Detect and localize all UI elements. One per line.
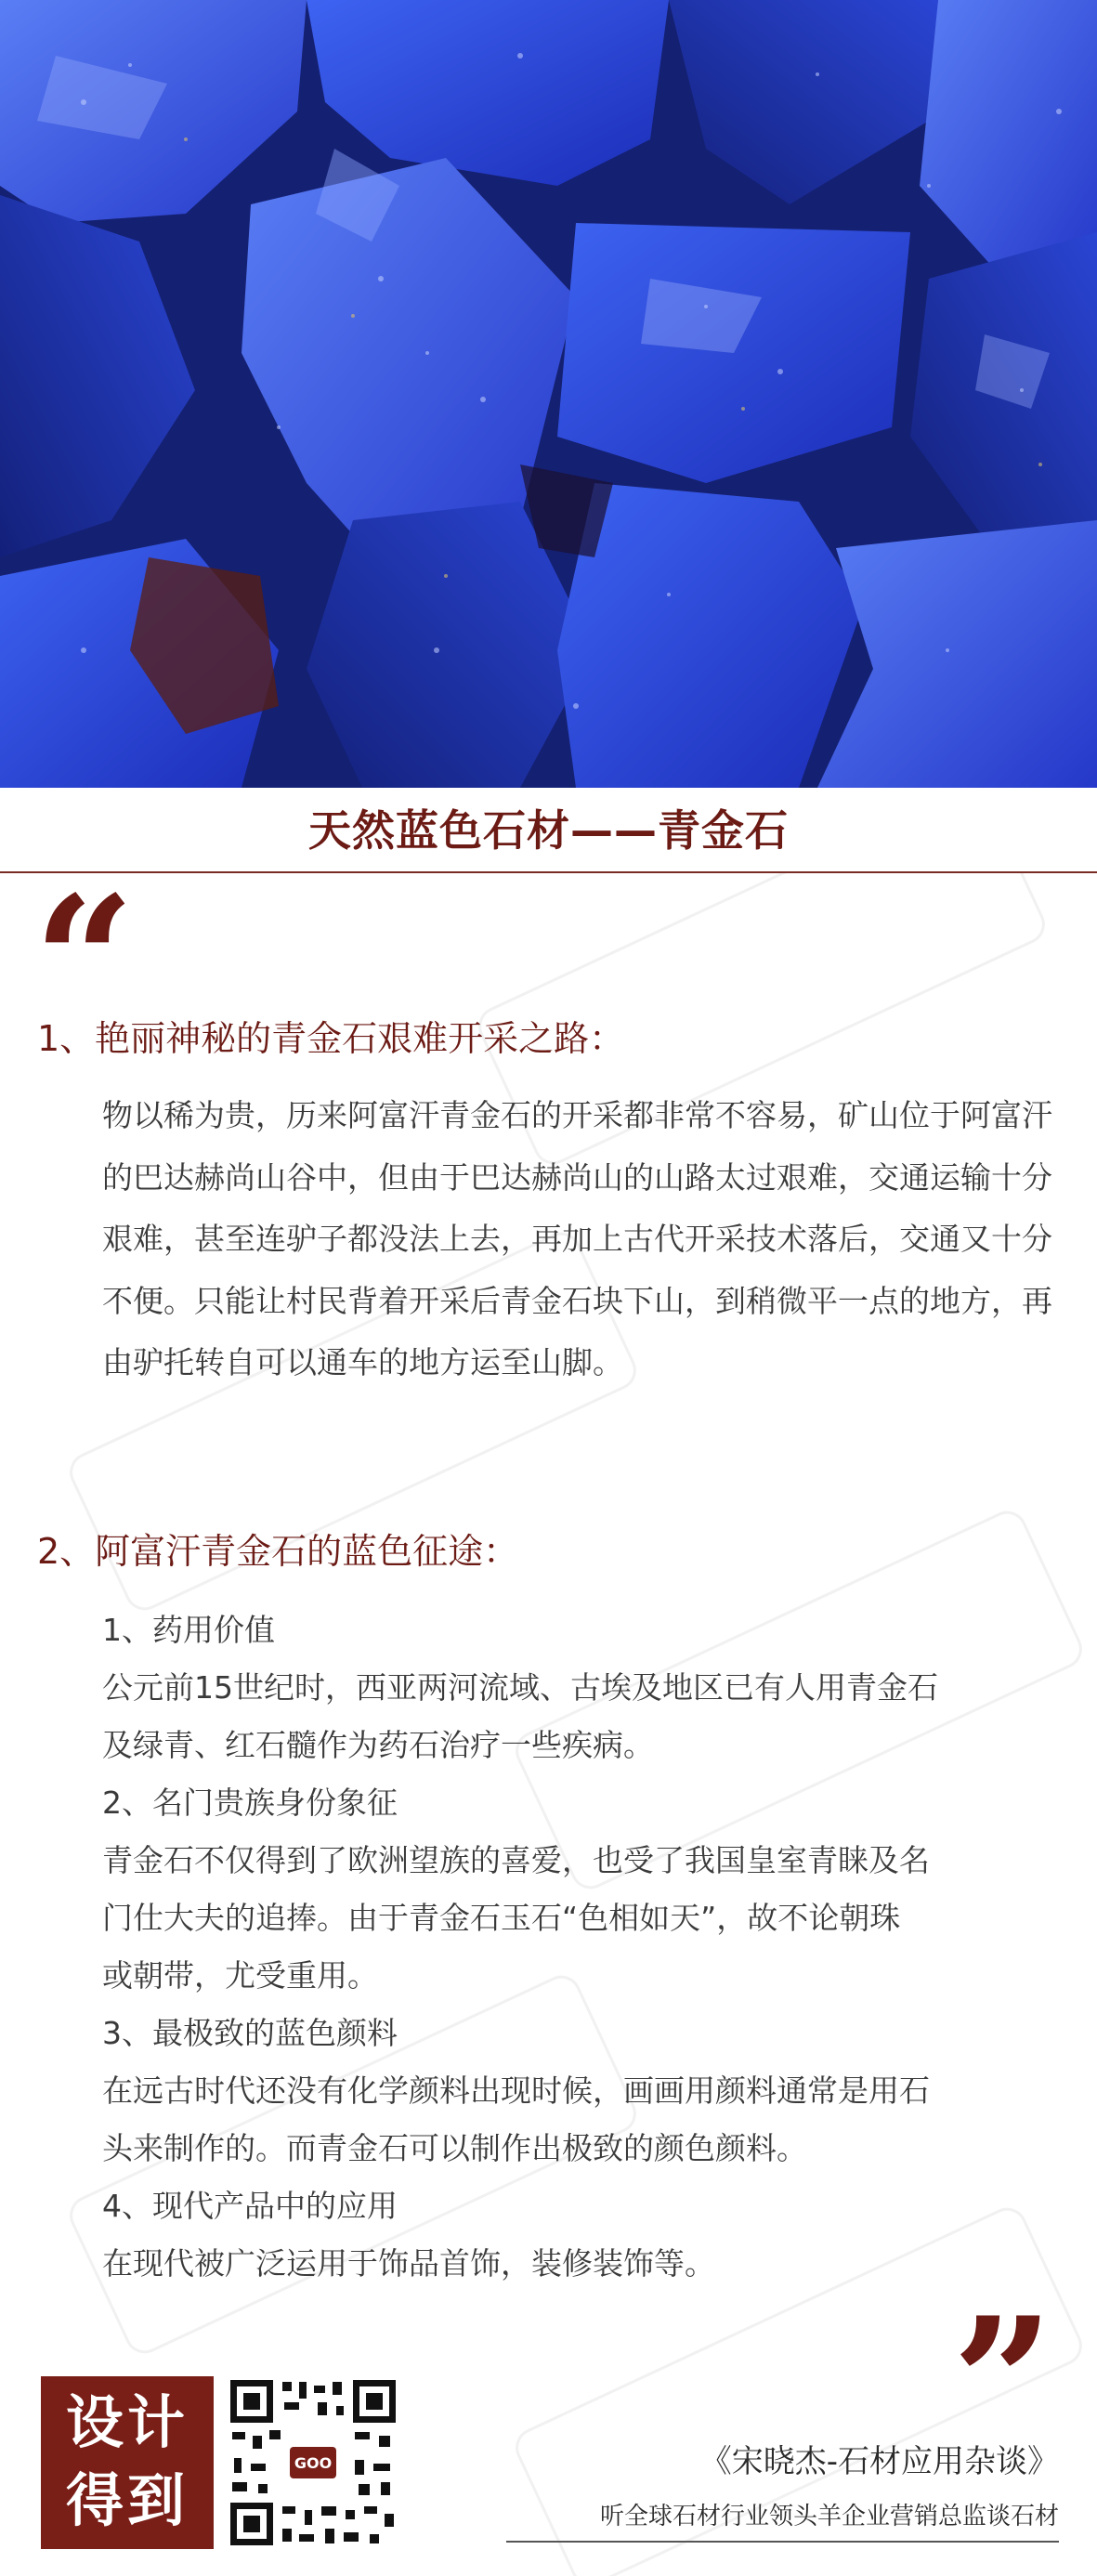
list-item-line: 头来制作的。而青金石可以制作出极致的颜色颜料。 <box>102 2130 807 2166</box>
brand-badge <box>41 2376 214 2549</box>
tagline: 听全球石材行业领头羊企业营销总监谈石材 <box>599 2503 1059 2530</box>
list-item-title: 1、药用价值 <box>102 1612 275 1648</box>
qr-code-graphic <box>225 2374 401 2551</box>
list-item-title: 3、最极致的蓝色颜料 <box>102 2015 398 2051</box>
list-item-line: 在远古时代还没有化学颜料出现时候，画画用颜料通常是用石 <box>102 2073 930 2109</box>
signature-divider <box>506 2541 1059 2543</box>
open-quote-icon: “ <box>33 873 136 985</box>
qr-center-label: GOO <box>294 2454 333 2472</box>
list-item-title: 2、名门贵族身份象征 <box>102 1785 398 1821</box>
badge-line1: 设计 <box>65 2388 189 2456</box>
section2-heading: 2、阿富汗青金石的蓝色征途： <box>37 1531 519 1572</box>
list-item-line: 公元前15世纪时，西亚两河流域、古埃及地区已有人用青金石 <box>102 1669 938 1706</box>
signature: 《宋晓杰-石材应用杂谈》 <box>699 2443 1059 2480</box>
list-item-title: 4、现代产品中的应用 <box>102 2188 398 2224</box>
list-item-line: 及绿青、红石髓作为药石治疗一些疾病。 <box>102 1727 654 1763</box>
list-item-line: 或朝带，尤受重用。 <box>102 1957 378 1994</box>
section1-paragraph: 物以稀为贵，历来阿富汗青金石的开采都非常不容易，矿山位于阿富汗的巴达赫尚山谷中，但由于巴达赫尚山的山路太过艰难，交通运输十分艰难，甚至连驴子都没法上去，再加上古代开采技术落后，交通又十分不便。只能让村民背着开采后青金石块下山，到稍微平一点的地方，再由驴托转自可以通车的地方运至山脚。 <box>102 1097 1052 1380</box>
section2-list <box>102 1602 1054 2293</box>
hero-photo <box>0 0 1097 788</box>
page-title: 天然蓝色石材——青金石 <box>308 805 789 856</box>
list-item-line: 门仕大夫的追捧。由于青金石玉石“色相如天”，故不论朝珠 <box>102 1900 901 1936</box>
list-item-line: 青金石不仅得到了欧洲望族的喜爱，也受了我国皇室青睐及名 <box>102 1842 930 1878</box>
lapis-lazuli-stones-icon <box>0 0 1097 788</box>
close-quote-icon: ” <box>952 2295 1054 2406</box>
badge-line2: 得到 <box>65 2466 189 2534</box>
section1-heading: 1、艳丽神秘的青金石艰难开采之路： <box>37 1018 625 1059</box>
list-item-line: 在现代被广泛运用于饰品首饰，装修装饰等。 <box>102 2245 715 2282</box>
qr-code-icon <box>225 2374 401 2551</box>
